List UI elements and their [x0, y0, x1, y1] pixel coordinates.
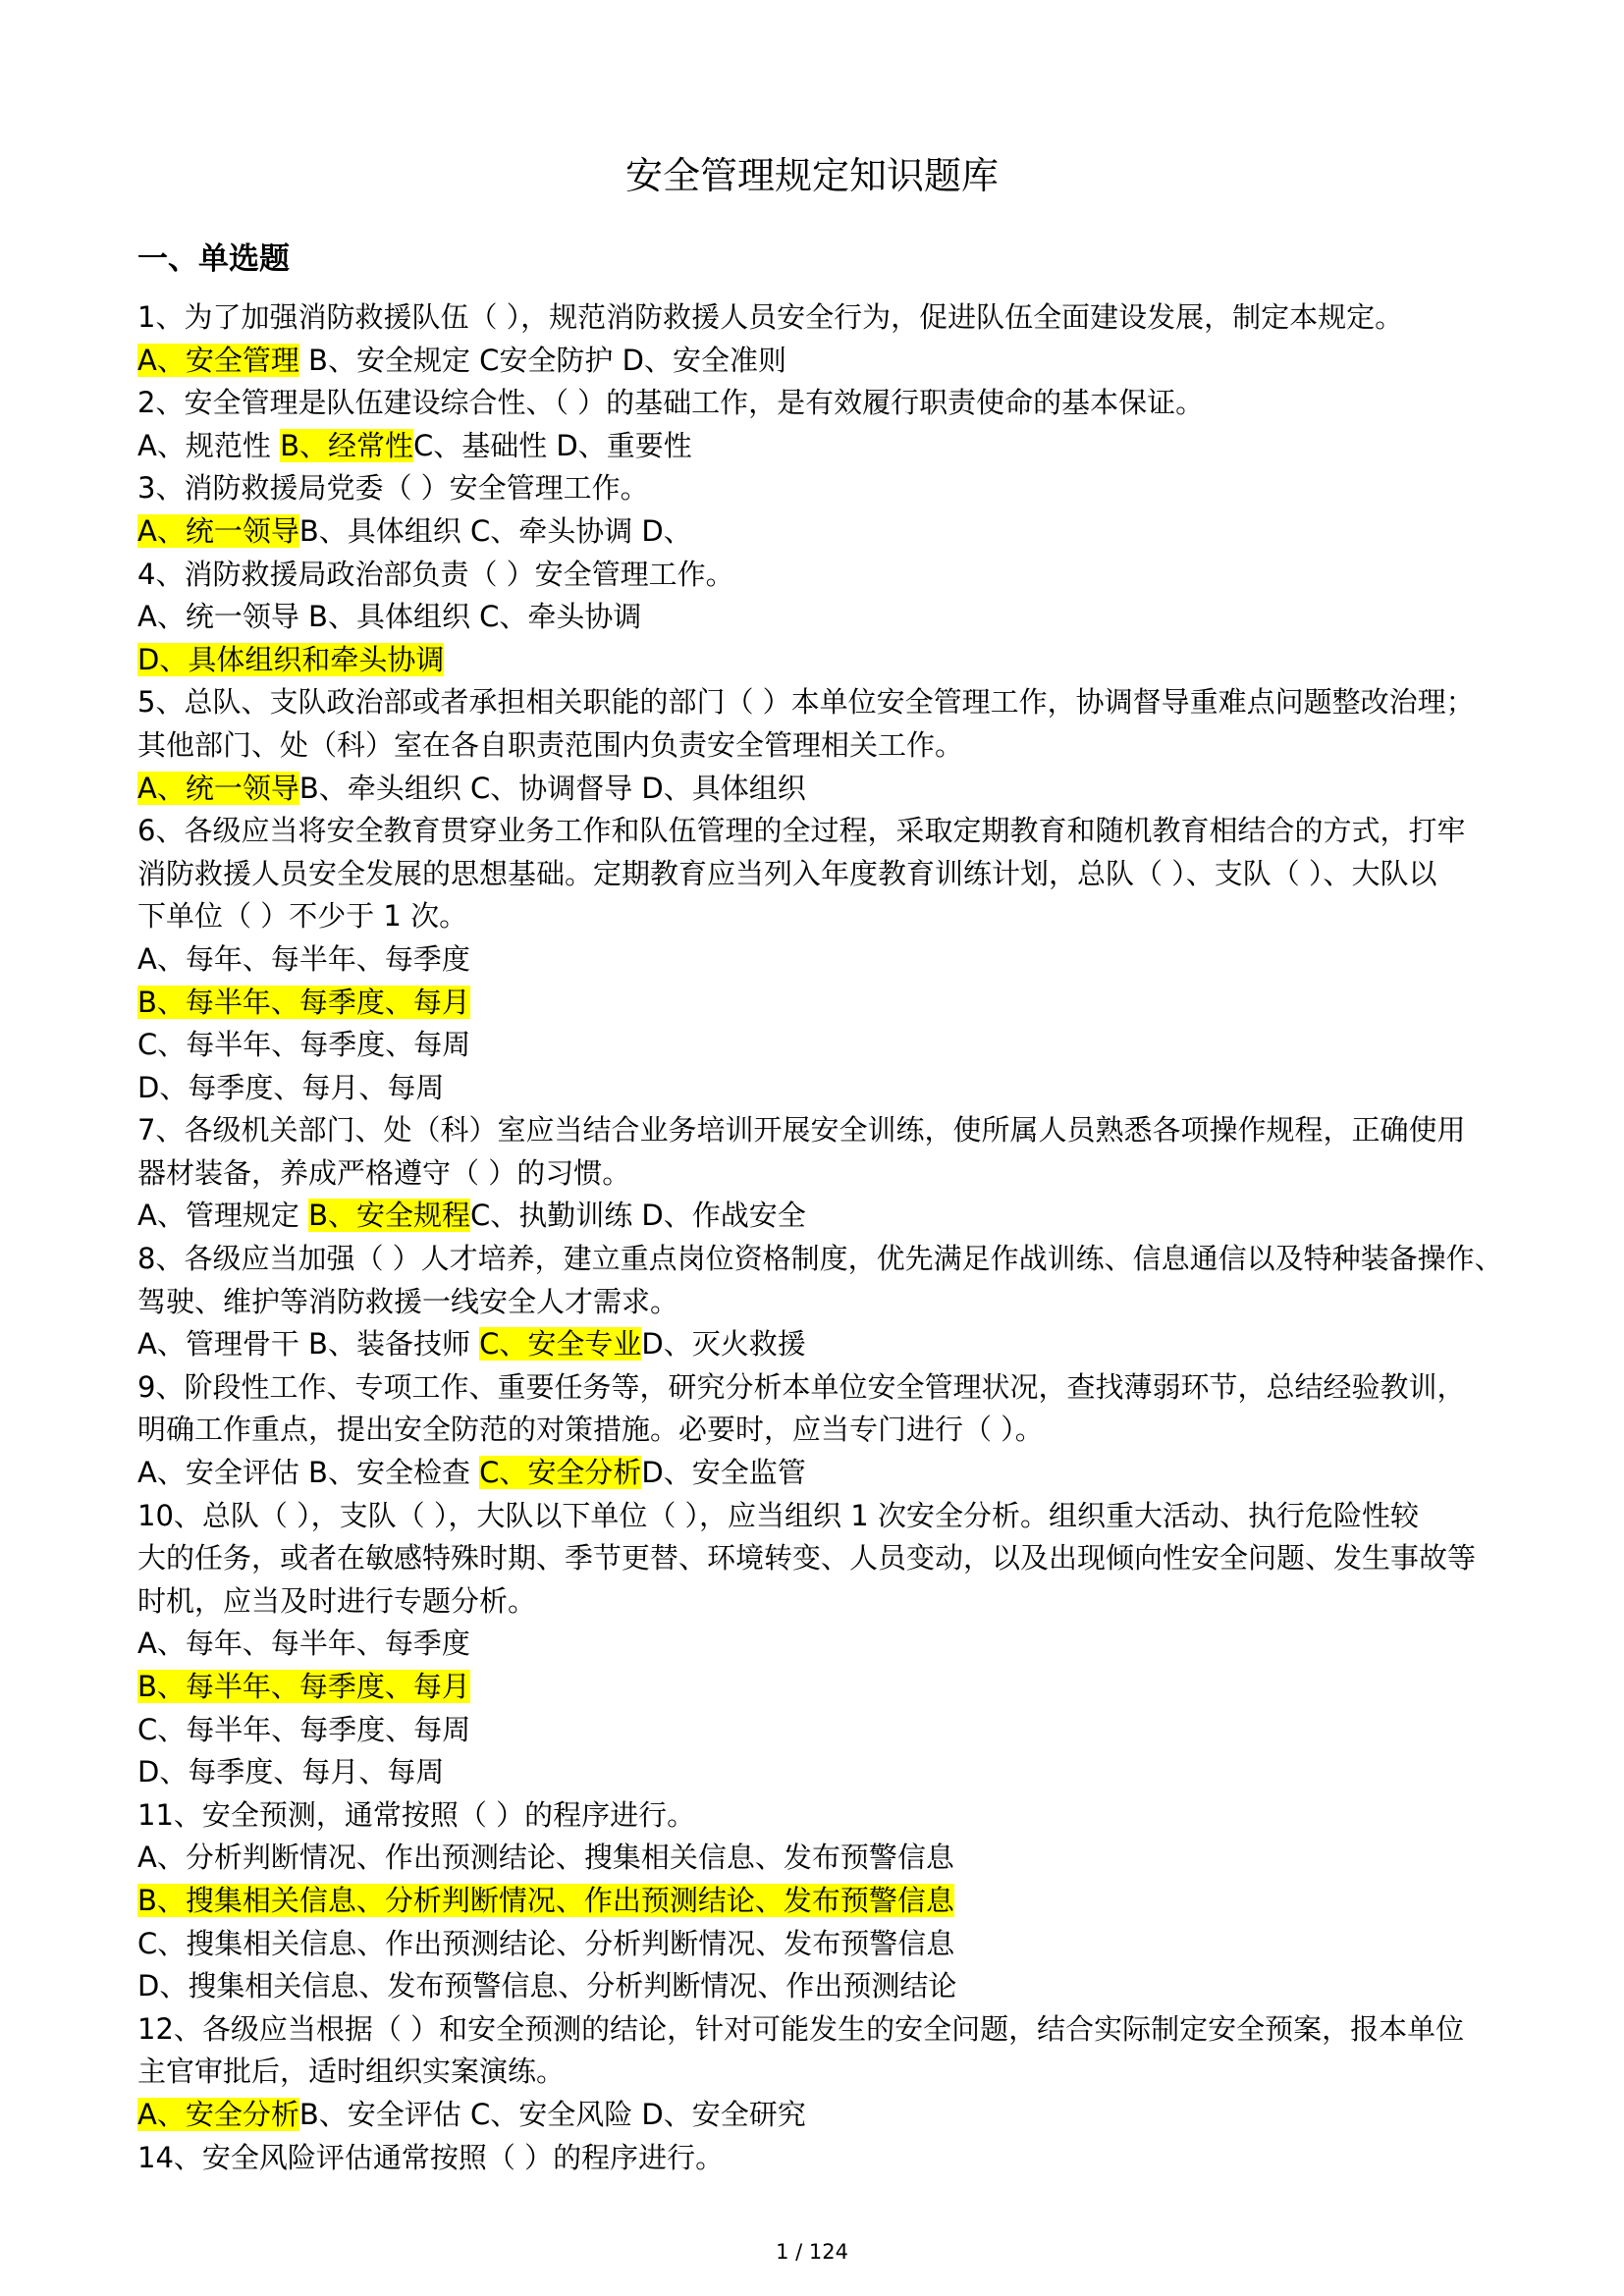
document-title: 安全管理规定知识题库: [624, 154, 999, 197]
text-segment: 7、各级机关部门、处（科）室应当结合业务培训开展安全训练，使所属人员熟悉各项操作规程，正确使用: [137, 1113, 1466, 1148]
text-segment: D、安全监管: [641, 1456, 806, 1490]
text-segment: 10、总队（ ），支队（ ），大队以下单位（ ），应当组织 1 次安全分析。组织重大活动、执行危险性较: [137, 1498, 1419, 1532]
text-line: [137, 1751, 1532, 1794]
text-segment: 6、各级应当将安全教育贯穿业务工作和队伍管理的全过程，采取定期教育和随机教育相结合的方式，打牢: [137, 814, 1466, 848]
text-segment: 主官审批后，适时组织实案演练。: [137, 2055, 566, 2089]
text-segment: 2、安全管理是队伍建设综合性、（ ）的基础工作，是有效履行职责使命的基本保证。: [137, 386, 1205, 420]
text-line: [137, 425, 1532, 468]
text-line: [137, 1965, 1532, 2008]
highlighted-answer: B、搜集相关信息、分析判断情况、作出预测结论、发布预警信息: [137, 1883, 954, 1917]
text-segment: 4、消防救援局政治部负责（ ）安全管理工作。: [137, 557, 734, 591]
text-segment: B、安全规定 C安全防护 D、安全准则: [298, 343, 786, 377]
text-segment: 下单位（ ）不少于 1 次。: [137, 899, 468, 934]
text-line: [137, 2137, 1532, 2180]
text-line: [137, 810, 1532, 853]
text-line: [137, 340, 1532, 383]
text-line: [137, 1067, 1532, 1110]
text-line: [137, 1109, 1532, 1152]
highlighted-answer: A、安全管理: [137, 343, 299, 377]
text-segment: 大的任务，或者在敏感特殊时期、季节更替、环境转变、人员变动，以及出现倾向性安全问题、发生事故等: [137, 1541, 1477, 1575]
text-line: [137, 768, 1532, 811]
text-segment: 器材装备，养成严格遵守（ ）的习惯。: [137, 1155, 631, 1190]
text-segment: 8、各级应当加强（ ）人才培养，建立重点岗位资格制度，优先满足作战训练、信息通信以及特种装备操作、: [137, 1242, 1503, 1276]
text-segment: B、具体组织 C、牵头协调 D、: [298, 513, 692, 548]
text-line: [137, 895, 1532, 938]
text-segment: A、安全评估 B、安全检查: [137, 1456, 480, 1490]
page-number: 1 / 124: [776, 2240, 848, 2264]
text-segment: B、安全评估 C、安全风险 D、安全研究: [298, 2097, 806, 2131]
text-segment: 9、阶段性工作、专项工作、重要任务等，研究分析本单位安全管理状况，查找薄弱环节，总结经验教训，: [137, 1369, 1466, 1404]
text-segment: C、执勤训练 D、作战安全: [469, 1199, 806, 1233]
text-segment: 3、消防救援局党委（ ）安全管理工作。: [137, 471, 649, 506]
text-segment: A、管理规定: [137, 1199, 309, 1233]
text-line: [137, 1837, 1532, 1880]
text-line: [137, 1880, 1532, 1923]
text-line: [137, 1238, 1532, 1281]
text-line: [137, 1281, 1532, 1324]
text-line: [137, 724, 1532, 768]
text-segment: B、牵头组织 C、协调督导 D、具体组织: [298, 771, 806, 805]
text-segment: D、每季度、每月、每周: [137, 1070, 445, 1104]
text-line: [137, 1024, 1532, 1067]
text-line: [137, 681, 1532, 724]
text-line: [137, 1666, 1532, 1709]
text-line: [137, 1452, 1532, 1495]
text-line: [137, 1195, 1532, 1238]
text-line: [137, 2051, 1532, 2094]
text-segment: C、每半年、每季度、每周: [137, 1712, 471, 1746]
text-line: [137, 2094, 1532, 2137]
text-segment: D、搜集相关信息、发布预警信息、分析判断情况、作出预测结论: [137, 1969, 957, 2003]
text-segment: C、搜集相关信息、作出预测结论、分析判断情况、发布预警信息: [137, 1926, 955, 1960]
text-segment: D、每季度、每月、每周: [137, 1755, 445, 1789]
text-line: [137, 382, 1532, 425]
text-line: [137, 1366, 1532, 1410]
text-segment: 1、为了加强消防救援队伍（ ），规范消防救援人员安全行为，促进队伍全面建设发展，制定本规定。: [137, 300, 1404, 334]
text-line: [137, 982, 1532, 1025]
text-segment: A、每年、每半年、每季度: [137, 941, 470, 976]
text-line: [137, 1323, 1532, 1366]
highlighted-answer: D、具体组织和牵头协调: [137, 642, 445, 676]
text-line: [137, 1495, 1532, 1538]
text-line: [137, 1152, 1532, 1196]
highlighted-answer: C、安全专业: [479, 1327, 642, 1362]
text-line: [137, 938, 1532, 982]
text-line: [137, 596, 1532, 639]
text-segment: 14、安全风险评估通常按照（ ）的程序进行。: [137, 2140, 725, 2174]
text-segment: A、规范性: [137, 428, 281, 462]
text-line: [137, 467, 1532, 510]
text-line: [137, 554, 1532, 597]
text-segment: 明确工作重点，提出安全防范的对策措施。必要时，应当专门进行（ ）。: [137, 1413, 1044, 1447]
text-line: [137, 1709, 1532, 1752]
text-segment: 驾驶、维护等消防救援一线安全人才需求。: [137, 1284, 679, 1318]
text-line: [137, 296, 1532, 340]
highlighted-answer: A、统一领导: [137, 513, 299, 548]
text-line: [137, 1537, 1532, 1580]
text-line: [137, 1409, 1532, 1452]
text-segment: A、管理骨干 B、装备技师: [137, 1327, 480, 1362]
text-line: [137, 1580, 1532, 1624]
text-segment: 12、各级应当根据（ ）和安全预测的结论，针对可能发生的安全问题，结合实际制定安全预案，报本单位: [137, 2011, 1465, 2046]
text-line: [137, 1794, 1532, 1838]
highlighted-answer: B、每半年、每季度、每月: [137, 985, 470, 1019]
text-segment: A、统一领导 B、具体组织 C、牵头协调: [137, 600, 642, 634]
highlighted-answer: B、安全规程: [308, 1199, 470, 1233]
text-line: [137, 853, 1532, 896]
text-line: [137, 1923, 1532, 1966]
question-list: [137, 296, 1532, 2179]
highlighted-answer: A、统一领导: [137, 771, 299, 805]
text-segment: C、基础性 D、重要性: [412, 428, 692, 462]
text-segment: 11、安全预测，通常按照（ ）的程序进行。: [137, 1797, 696, 1832]
text-segment: A、每年、每半年、每季度: [137, 1627, 470, 1661]
highlighted-answer: B、每半年、每季度、每月: [137, 1670, 470, 1703]
text-segment: A、分析判断情况、作出预测结论、搜集相关信息、发布预警信息: [137, 1841, 954, 1875]
text-segment: D、灭火救援: [641, 1327, 806, 1362]
text-line: [137, 2008, 1532, 2052]
text-segment: 消防救援人员安全发展的思想基础。定期教育应当列入年度教育训练计划，总队（ ）、支队（ ）、大队以: [137, 856, 1437, 890]
text-line: [137, 639, 1532, 682]
highlighted-answer: A、安全分析: [137, 2097, 299, 2131]
text-segment: C、每半年、每季度、每周: [137, 1028, 471, 1062]
text-line: [137, 510, 1532, 554]
section-heading: 一、单选题: [137, 241, 290, 277]
text-segment: 其他部门、处（科）室在各自职责范围内负责安全管理相关工作。: [137, 727, 964, 762]
text-segment: 时机，应当及时进行专题分析。: [137, 1583, 537, 1618]
text-segment: 5、总队、支队政治部或者承担相关职能的部门（ ）本单位安全管理工作，协调督导重难点问题整改治理；: [137, 685, 1475, 720]
highlighted-answer: C、安全分析: [479, 1456, 642, 1490]
text-line: [137, 1623, 1532, 1666]
highlighted-answer: B、经常性: [280, 428, 413, 462]
